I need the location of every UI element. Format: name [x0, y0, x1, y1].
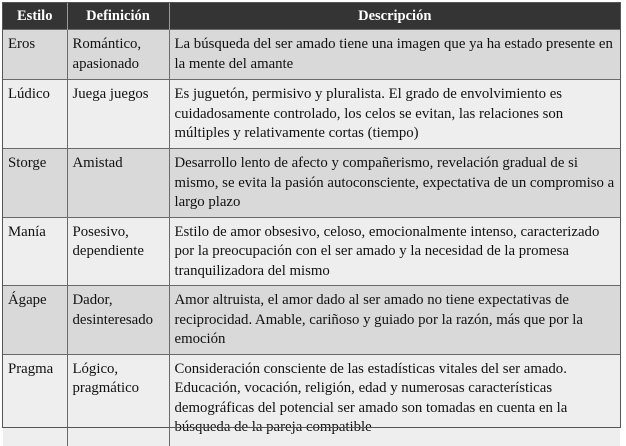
- cell-definicion: Romántico, apasionado: [67, 30, 169, 80]
- cell-definicion: Amistad: [67, 149, 169, 218]
- cell-estilo: Storge: [3, 149, 67, 218]
- cell-descripcion: Desarrollo lento de afecto y compañerismo, revelación gradual de si mismo, se evita la pasión autoconsciente, expectativa de un compromiso a largo plazo: [169, 149, 620, 218]
- table-header: [3, 3, 620, 30]
- cell-estilo: Pragma: [3, 354, 67, 446]
- cell-definicion: Posesivo, dependiente: [67, 217, 169, 286]
- header-row: [3, 3, 620, 30]
- cell-descripcion: Amor altruista, el amor dado al ser amado no tiene expectativas de reciprocidad. Amable, cariñoso y guiado por la razón, más que por la emoción: [169, 286, 620, 355]
- cell-descripcion: La búsqueda del ser amado tiene una imagen que ya ha estado presente en la mente del amante: [169, 30, 620, 80]
- header-descripcion: Descripción: [169, 3, 620, 30]
- table-row: [3, 217, 620, 286]
- header-definicion: Definición: [67, 3, 169, 30]
- table-row: [3, 286, 620, 355]
- table-row: [3, 149, 620, 218]
- header-estilo: Estilo: [3, 3, 67, 30]
- cell-definicion: Dador, desinteresado: [67, 286, 169, 355]
- cell-definicion: Lógico, pragmático: [67, 354, 169, 446]
- cell-descripcion: Estilo de amor obsesivo, celoso, emocionalmente intenso, caracterizado por la preocupación con el ser amado y la necesidad de la promesa tranquilizadora del mismo: [169, 217, 620, 286]
- cell-definicion: Juega juegos: [67, 80, 169, 149]
- table-body: [3, 30, 620, 446]
- table-row: [3, 80, 620, 149]
- cell-estilo: Eros: [3, 30, 67, 80]
- cell-estilo: Ágape: [3, 286, 67, 355]
- table-row: [3, 30, 620, 80]
- table-row: [3, 354, 620, 446]
- cell-estilo: Manía: [3, 217, 67, 286]
- love-styles-table: [3, 3, 620, 446]
- cell-estilo: Lúdico: [3, 80, 67, 149]
- cell-descripcion: Consideración consciente de las estadísticas vitales del ser amado. Educación, vocación, religión, edad y numerosas características demográficas del potencial ser amado son tomadas en cuenta en la búsqueda de la pareja compatible: [169, 354, 620, 446]
- cell-descripcion: Es juguetón, permisivo y pluralista. El grado de envolvimiento es cuidadosamente controlado, los celos se evitan, las relaciones son múltiples y relativamente cortas (tiempo): [169, 80, 620, 149]
